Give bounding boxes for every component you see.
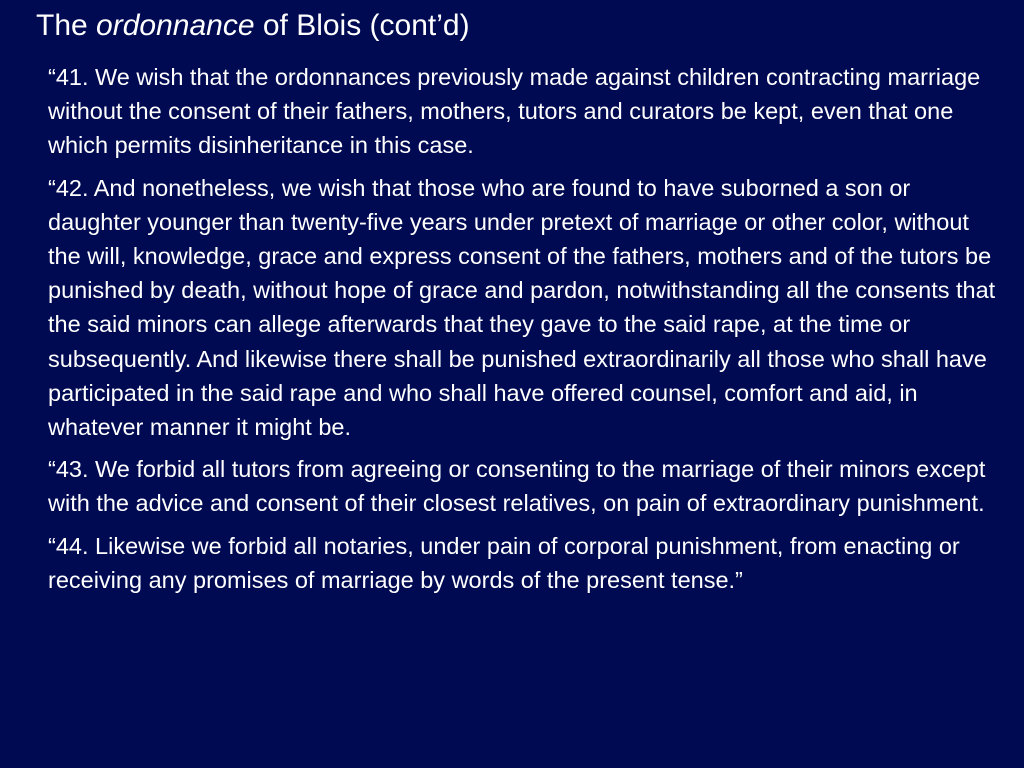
title-prefix: The (36, 9, 97, 42)
paragraph-43: “43. We forbid all tutors from agreeing or consenting to the marriage of their minors except with the advice and consent of their closest relatives, on pain of extraordinary punishment. (48, 456, 986, 517)
paragraph-42: “42. And nonetheless, we wish that those who are found to have suborned a son or daughter younger than twenty-five years under pretext of marriage or other color, without the will, knowledge, grace and express consent of the fathers, mothers and of the tutors be punished by death, without hope of grace and pardon, notwithstanding all the consents that the said minors can allege afterwards that they gave to the said rape, at the time or subsequently. And likewise there shall be punished extraordinarily all those who shall have participated in the said rape and who shall have offered counsel, comfort and aid, in whatever manner it might be. (48, 174, 996, 441)
title-italic-word: ordonnance (96, 9, 255, 42)
title-suffix: of Blois (cont’d) (254, 9, 470, 42)
paragraph-44: “44. Likewise we forbid all notaries, under pain of corporal punishment, from enacting or receiving any promises of marriage by words of the present tense.” (48, 532, 960, 593)
slide-title (36, 6, 470, 46)
slide-body (48, 60, 1008, 605)
paragraph-41: “41. We wish that the ordonnances previously made against children contracting marriage without the consent of their fathers, mothers, tutors and curators be kept, even that one which permits disinheritance in this case. (48, 64, 981, 159)
